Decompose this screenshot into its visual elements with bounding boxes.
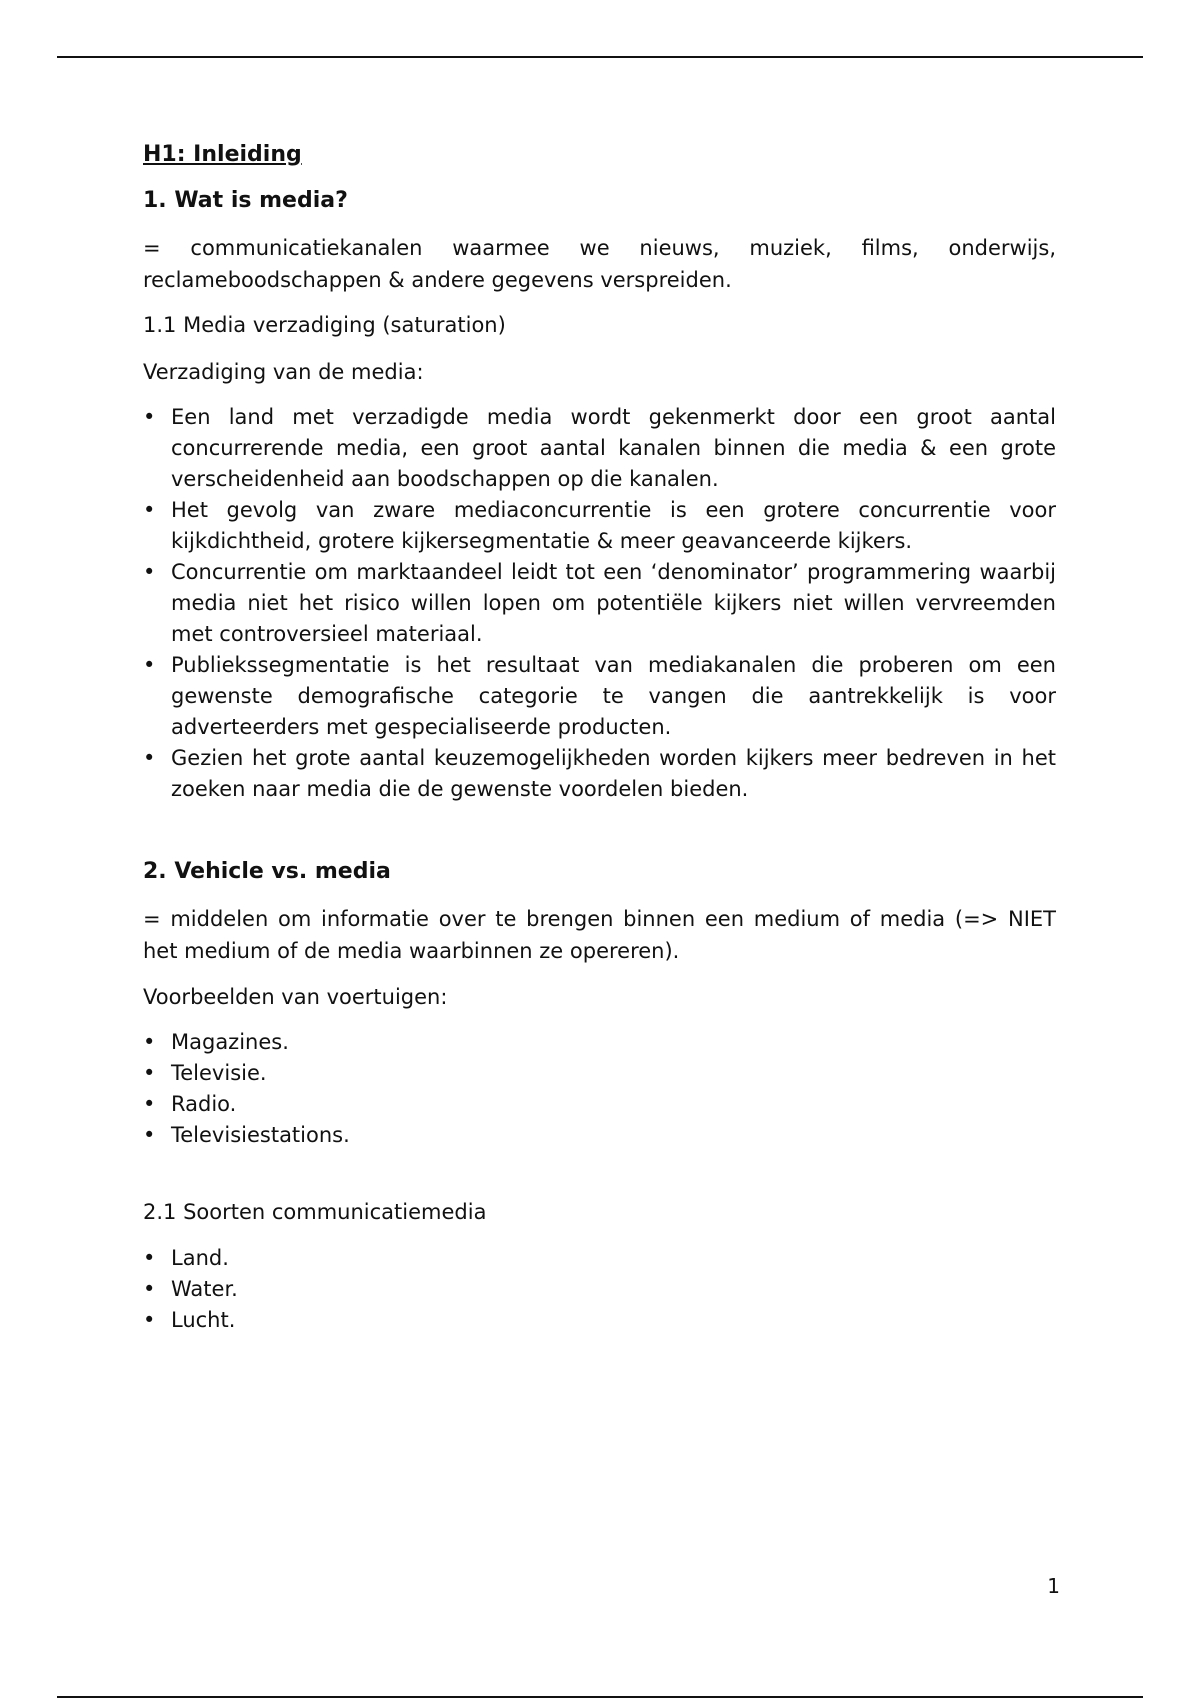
list-item-text: Publiekssegmentatie is het resultaat van mediakanalen die proberen om een gewenste demografische categorie te vangen die aantrekkelijk is voor adverteerders met gespecialiseerde producten. (171, 653, 1056, 739)
bullet-icon: • (143, 746, 156, 770)
bullet-icon: • (143, 1061, 156, 1085)
section-2-definition: = middelen om informatie over te brengen binnen een medium of media (=> NIET het medium of de media waarbinnen ze opereren). (143, 907, 1056, 963)
section-1-title: 1. Wat is media? (143, 188, 348, 213)
saturation-list (143, 402, 1056, 805)
page-number: 1 (1047, 1574, 1060, 1598)
footer-rule (57, 1696, 1143, 1698)
bullet-icon: • (143, 653, 156, 677)
list-item (143, 495, 1056, 557)
bullet-icon: • (143, 498, 156, 522)
bullet-icon: • (143, 1030, 156, 1054)
bullet-icon: • (143, 1123, 156, 1147)
subsection-2-1-title: 2.1 Soorten communicatiemedia (143, 1200, 487, 1224)
list-item-text: Gezien het grote aantal keuzemogelijkheden worden kijkers meer bedreven in het zoeken naar media die de gewenste voordelen bieden. (171, 746, 1056, 801)
list-item (143, 557, 1056, 650)
bullet-icon: • (143, 1277, 156, 1301)
document-body (143, 140, 1056, 1336)
saturation-intro: Verzadiging van de media: (143, 360, 424, 384)
list-item-text: Een land met verzadigde media wordt gekenmerkt door een groot aantal concurrerende media, een groot aantal kanalen binnen die media & een grote verscheidenheid aan boodschappen op die kanalen. (171, 405, 1056, 491)
list-item (143, 1120, 1056, 1151)
list-item-text: Radio. (171, 1092, 237, 1116)
bullet-icon: • (143, 1092, 156, 1116)
list-item (143, 1058, 1056, 1089)
vehicles-list (143, 1027, 1056, 1151)
list-item (143, 402, 1056, 495)
list-item-text: Lucht. (171, 1308, 236, 1332)
section-1-definition: = communicatiekanalen waarmee we nieuws, muziek, films, onderwijs, reclameboodschappen & andere gegevens verspreiden. (143, 236, 1056, 292)
bullet-icon: • (143, 560, 156, 584)
list-item-text: Televisiestations. (171, 1123, 350, 1147)
list-item (143, 1305, 1056, 1336)
list-item (143, 1027, 1056, 1058)
list-item-text: Magazines. (171, 1030, 289, 1054)
list-item-text: Concurrentie om marktaandeel leidt tot een ‘denominator’ programmering waarbij media niet het risico willen lopen om potentiële kijkers niet willen vervreemden met controversieel materiaal. (171, 560, 1056, 646)
list-item (143, 1274, 1056, 1305)
chapter-title: H1: Inleiding (143, 142, 302, 167)
bullet-icon: • (143, 1308, 156, 1332)
list-item (143, 650, 1056, 743)
list-item (143, 743, 1056, 805)
header-rule (57, 56, 1143, 58)
media-types-list (143, 1243, 1056, 1336)
bullet-icon: • (143, 405, 156, 429)
section-2-title: 2. Vehicle vs. media (143, 859, 391, 884)
list-item-text: Televisie. (171, 1061, 267, 1085)
subsection-1-1-title: 1.1 Media verzadiging (saturation) (143, 313, 506, 337)
list-item-text: Land. (171, 1246, 229, 1270)
bullet-icon: • (143, 1246, 156, 1270)
list-item-text: Water. (171, 1277, 238, 1301)
list-item (143, 1089, 1056, 1120)
list-item (143, 1243, 1056, 1274)
list-item-text: Het gevolg van zware mediaconcurrentie is een grotere concurrentie voor kijkdichtheid, grotere kijkersegmentatie & meer geavanceerde kijkers. (171, 498, 1056, 553)
vehicles-intro: Voorbeelden van voertuigen: (143, 985, 448, 1009)
